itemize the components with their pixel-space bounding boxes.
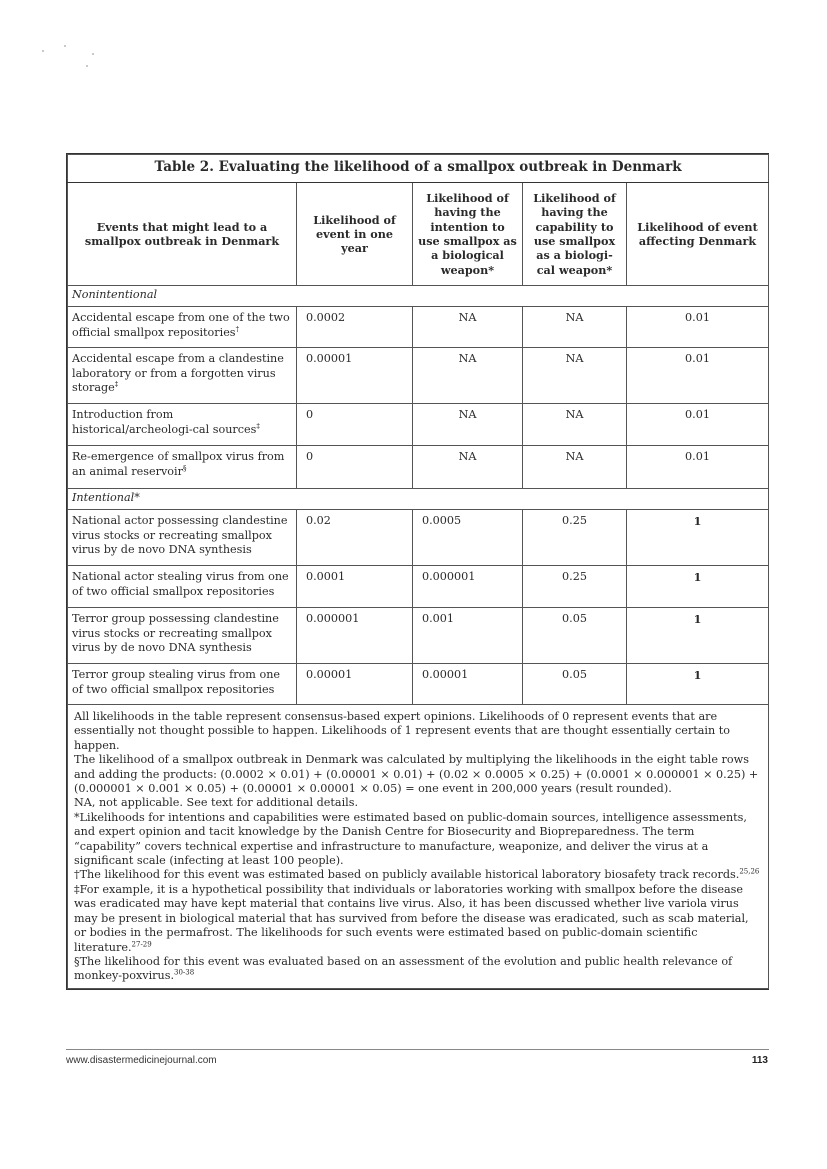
event-cell: National actor possessing clandestine virus stocks or recreating smallpox virus by de novo DNA synthesis bbox=[68, 510, 297, 566]
table-row bbox=[68, 608, 769, 664]
footer-rule bbox=[66, 1049, 769, 1050]
header-events: Events that might lead to a smallpox outbreak in Denmark bbox=[68, 183, 297, 286]
year-cell: 0 bbox=[297, 404, 413, 446]
year-cell: 0.00001 bbox=[297, 664, 413, 705]
note-dagger-ref: 25,26 bbox=[739, 867, 760, 876]
capability-cell: 0.05 bbox=[523, 664, 627, 705]
table-row bbox=[68, 307, 769, 348]
event-cell bbox=[68, 307, 297, 348]
event-text: Accidental escape from one of the two official smallpox repositories bbox=[72, 311, 290, 339]
intention-cell: NA bbox=[413, 348, 523, 404]
capability-cell: NA bbox=[523, 446, 627, 489]
intention-cell: 0.00001 bbox=[413, 664, 523, 705]
header-intention: Likelihood of having the intention to use smallpox as a biological weapon* bbox=[413, 183, 523, 286]
note-na: NA, not applicable. See text for additional details. bbox=[74, 796, 359, 810]
section-nonintentional: Nonintentional bbox=[68, 286, 769, 307]
note-section-text: §The likelihood for this event was evaluated based on an assessment of the evolution and public health relevance of monkey-poxvirus. bbox=[74, 954, 733, 983]
intention-cell: NA bbox=[413, 404, 523, 446]
capability-cell: 0.25 bbox=[523, 566, 627, 608]
note-consensus: All likelihoods in the table represent consensus-based expert opinions. Likelihoods of 0 represent events that are essentially not thought possible to happen. Likelihoods of 1 represent events that are thought essentially certain to happen. bbox=[74, 710, 730, 752]
likelihood-table bbox=[66, 153, 769, 990]
note-dagger bbox=[74, 868, 764, 882]
table-row bbox=[68, 348, 769, 404]
affecting-cell: 0.01 bbox=[627, 404, 769, 446]
table-notes bbox=[68, 705, 769, 989]
table-row bbox=[68, 510, 769, 566]
note-calculation: The likelihood of a smallpox outbreak in Denmark was calculated by multiplying the likelihoods in the eight table rows and adding the products: (0.0002 × 0.01) + (0.00001 × 0.01) + (0.02 × 0.0005 × 0.25) + (0.0001 × 0.000001 × 0.25) + (0.000001 × 0.001 × 0.05) + (0.00001 × 0.00001 × 0.05) = one event in 200,000 years (result rounded). bbox=[74, 753, 759, 796]
event-cell: Terror group possessing clandestine virus stocks or recreating smallpox virus by de novo DNA synthesis bbox=[68, 608, 297, 664]
table-row bbox=[68, 566, 769, 608]
capability-cell: NA bbox=[523, 404, 627, 446]
year-cell: 0.0002 bbox=[297, 307, 413, 348]
affecting-cell: 0.01 bbox=[627, 348, 769, 404]
section-intentional: Intentional* bbox=[68, 489, 769, 510]
footnote-mark: § bbox=[182, 463, 187, 472]
page-number: 113 bbox=[751, 1055, 768, 1066]
intention-cell: 0.000001 bbox=[413, 566, 523, 608]
affecting-cell: 0.01 bbox=[627, 446, 769, 489]
affecting-cell: 1 bbox=[627, 608, 769, 664]
year-cell: 0.02 bbox=[297, 510, 413, 566]
header-affecting: Likelihood of event affecting Denmark bbox=[627, 183, 769, 286]
intention-cell: NA bbox=[413, 307, 523, 348]
footnote-mark: ‡ bbox=[256, 421, 260, 430]
footnote-mark: † bbox=[235, 324, 240, 333]
event-cell: National actor stealing virus from one of two official smallpox repositories bbox=[68, 566, 297, 608]
event-text: Accidental escape from a clandestine laboratory or from a forgotten virus storage bbox=[72, 352, 284, 394]
event-text: Introduction from historical/archeologi-cal sources bbox=[72, 408, 257, 436]
note-dagger-text: †The likelihood for this event was estimated based on publicly available historical laboratory biosafety track records. bbox=[74, 868, 740, 882]
year-cell: 0 bbox=[297, 446, 413, 489]
event-text: Re-emergence of smallpox virus from an animal reservoir bbox=[72, 450, 285, 478]
capability-cell: 0.25 bbox=[523, 510, 627, 566]
event-cell bbox=[68, 348, 297, 404]
header-capability: Likelihood of having the capability to use smallpox as a biologi-cal weapon* bbox=[523, 183, 627, 286]
table-row bbox=[68, 446, 769, 489]
event-cell: Terror group stealing virus from one of two official smallpox repositories bbox=[68, 664, 297, 705]
affecting-cell: 0.01 bbox=[627, 307, 769, 348]
footnote-mark: ‡ bbox=[114, 380, 119, 389]
affecting-cell: 1 bbox=[627, 510, 769, 566]
note-star: *Likelihoods for intentions and capabilities were estimated based on public-domain sources, intelligence assessments, and expert opinion and tacit knowledge by the Danish Centre for Biosecurity and Biopreparedness. The term “capability” covers technical expertise and infrastructure to manufacture, weaponize, and deliver the virus at a significant scale (infecting at least 100 people). bbox=[74, 810, 747, 868]
note-ddagger bbox=[74, 883, 764, 955]
header-year: Likelihood of event in one year bbox=[297, 183, 413, 286]
table-header-row bbox=[68, 183, 769, 286]
note-section bbox=[74, 955, 764, 984]
year-cell: 0.00001 bbox=[297, 348, 413, 404]
affecting-cell: 1 bbox=[627, 664, 769, 705]
affecting-cell: 1 bbox=[627, 566, 769, 608]
note-ddagger-text: ‡For example, it is a hypothetical possibility that individuals or laboratories working with smallpox before the disease was eradicated may have kept material that contains live virus. Also, it has been discussed whether live variola virus may be present in biological material that has survived from before the disease was eradicated, such as scab material, or bodies in the permafrost. The likelihoods for such events were estimated based on public-domain scientific literature. bbox=[74, 882, 749, 954]
table-row bbox=[68, 404, 769, 446]
event-cell bbox=[68, 446, 297, 489]
note-section-ref: 30-38 bbox=[174, 968, 195, 977]
table-row bbox=[68, 664, 769, 705]
intention-cell: 0.001 bbox=[413, 608, 523, 664]
table-title: Table 2. Evaluating the likelihood of a smallpox outbreak in Denmark bbox=[68, 155, 769, 183]
capability-cell: NA bbox=[523, 348, 627, 404]
footer-url: www.disastermedicinejournal.com bbox=[66, 1055, 217, 1066]
capability-cell: NA bbox=[523, 307, 627, 348]
capability-cell: 0.05 bbox=[523, 608, 627, 664]
scan-specks bbox=[42, 42, 112, 82]
intention-cell: NA bbox=[413, 446, 523, 489]
year-cell: 0.000001 bbox=[297, 608, 413, 664]
year-cell: 0.0001 bbox=[297, 566, 413, 608]
intention-cell: 0.0005 bbox=[413, 510, 523, 566]
note-ddagger-ref: 27-29 bbox=[131, 939, 152, 948]
event-cell bbox=[68, 404, 297, 446]
